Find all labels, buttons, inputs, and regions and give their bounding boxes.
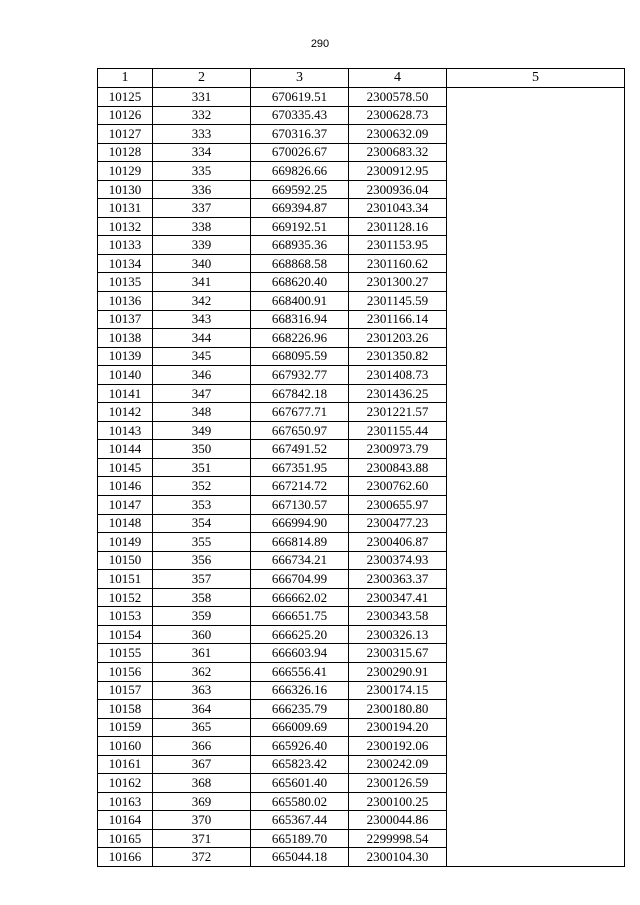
- table-cell: 352: [153, 477, 251, 496]
- table-cell: 668316.94: [251, 310, 349, 329]
- table-cell: 2300936.04: [349, 180, 447, 199]
- table-cell: 2301043.34: [349, 199, 447, 218]
- table-cell: 336: [153, 180, 251, 199]
- table-cell: 364: [153, 700, 251, 719]
- table-cell: 667932.77: [251, 366, 349, 385]
- table-cell: 669394.87: [251, 199, 349, 218]
- column-5-cell: [447, 88, 625, 867]
- table-cell: 10146: [98, 477, 153, 496]
- table-cell: 10148: [98, 514, 153, 533]
- table-cell: 2301203.26: [349, 329, 447, 348]
- table-cell: 345: [153, 347, 251, 366]
- table-cell: 666994.90: [251, 514, 349, 533]
- table-cell: 10125: [98, 88, 153, 107]
- table-cell: 10149: [98, 533, 153, 552]
- table-cell: 10164: [98, 811, 153, 830]
- table-cell: 2300194.20: [349, 718, 447, 737]
- table-cell: 2300843.88: [349, 458, 447, 477]
- table-cell: 10135: [98, 273, 153, 292]
- table-cell: 2300343.58: [349, 607, 447, 626]
- table-cell: 667491.52: [251, 440, 349, 459]
- table-cell: 338: [153, 217, 251, 236]
- table-cell: 2301155.44: [349, 421, 447, 440]
- table-cell: 332: [153, 106, 251, 125]
- table-cell: 2301221.57: [349, 403, 447, 422]
- table-cell: 10163: [98, 792, 153, 811]
- table-cell: 665580.02: [251, 792, 349, 811]
- table-cell: 340: [153, 254, 251, 273]
- table-cell: 358: [153, 588, 251, 607]
- table-cell: 349: [153, 421, 251, 440]
- page-number: 290: [310, 38, 330, 50]
- table-cell: 2301145.59: [349, 292, 447, 311]
- table-cell: 10128: [98, 143, 153, 162]
- table-cell: 2300180.80: [349, 700, 447, 719]
- table-cell: 2300044.86: [349, 811, 447, 830]
- table-cell: 2300326.13: [349, 625, 447, 644]
- table-cell: 348: [153, 403, 251, 422]
- table-cell: 2300477.23: [349, 514, 447, 533]
- table-cell: 2300628.73: [349, 106, 447, 125]
- table-cell: 365: [153, 718, 251, 737]
- table-cell: 669192.51: [251, 217, 349, 236]
- table-cell: 2300406.87: [349, 533, 447, 552]
- table-cell: 355: [153, 533, 251, 552]
- table-cell: 10141: [98, 384, 153, 403]
- table-cell: 667677.71: [251, 403, 349, 422]
- table-cell: 10150: [98, 551, 153, 570]
- table-cell: 2300192.06: [349, 737, 447, 756]
- table-cell: 666326.16: [251, 681, 349, 700]
- table-cell: 667214.72: [251, 477, 349, 496]
- table-cell: 665367.44: [251, 811, 349, 830]
- table-cell: 669826.66: [251, 162, 349, 181]
- table-cell: 337: [153, 199, 251, 218]
- table-cell: 2301153.95: [349, 236, 447, 255]
- table-cell: 668095.59: [251, 347, 349, 366]
- table-cell: 667650.97: [251, 421, 349, 440]
- table-cell: 334: [153, 143, 251, 162]
- table-cell: 666009.69: [251, 718, 349, 737]
- table-cell: 2301128.16: [349, 217, 447, 236]
- table-cell: 2300126.59: [349, 774, 447, 793]
- table-cell: 10162: [98, 774, 153, 793]
- table-cell: 668400.91: [251, 292, 349, 311]
- table-cell: 665823.42: [251, 755, 349, 774]
- column-header: 1: [98, 69, 153, 88]
- table-cell: 665189.70: [251, 829, 349, 848]
- table-cell: 342: [153, 292, 251, 311]
- table-cell: 2300973.79: [349, 440, 447, 459]
- table-cell: 666603.94: [251, 644, 349, 663]
- table-cell: 339: [153, 236, 251, 255]
- table-cell: 666651.75: [251, 607, 349, 626]
- table-cell: 354: [153, 514, 251, 533]
- table-cell: 2300762.60: [349, 477, 447, 496]
- table-cell: 2301350.82: [349, 347, 447, 366]
- table-cell: 346: [153, 366, 251, 385]
- table-cell: 10143: [98, 421, 153, 440]
- table-cell: 667130.57: [251, 496, 349, 515]
- table-cell: 10126: [98, 106, 153, 125]
- table-header-row: [98, 69, 625, 88]
- table-cell: 362: [153, 662, 251, 681]
- table-cell: 356: [153, 551, 251, 570]
- table-cell: 10140: [98, 366, 153, 385]
- table-cell: 2300242.09: [349, 755, 447, 774]
- table-cell: 368: [153, 774, 251, 793]
- table-cell: 10154: [98, 625, 153, 644]
- table-cell: 10166: [98, 848, 153, 867]
- table-cell: 347: [153, 384, 251, 403]
- table-cell: 10139: [98, 347, 153, 366]
- table-body: [98, 88, 625, 867]
- table-cell: 10160: [98, 737, 153, 756]
- table-cell: 10147: [98, 496, 153, 515]
- table-cell: 10159: [98, 718, 153, 737]
- table-cell: 371: [153, 829, 251, 848]
- table-cell: 2300363.37: [349, 570, 447, 589]
- column-header: 2: [153, 69, 251, 88]
- table-cell: 2300104.30: [349, 848, 447, 867]
- table-cell: 669592.25: [251, 180, 349, 199]
- table-cell: 366: [153, 737, 251, 756]
- table-cell: 10134: [98, 254, 153, 273]
- table-cell: 363: [153, 681, 251, 700]
- table-cell: 2300290.91: [349, 662, 447, 681]
- table-cell: 666704.99: [251, 570, 349, 589]
- table-cell: 665601.40: [251, 774, 349, 793]
- column-header: 5: [447, 69, 625, 88]
- table-cell: 2300632.09: [349, 125, 447, 144]
- table-cell: 335: [153, 162, 251, 181]
- table-cell: 668226.96: [251, 329, 349, 348]
- table-cell: 666662.02: [251, 588, 349, 607]
- table-cell: 666814.89: [251, 533, 349, 552]
- table-cell: 360: [153, 625, 251, 644]
- table-cell: 357: [153, 570, 251, 589]
- table-cell: 10130: [98, 180, 153, 199]
- table-cell: 665044.18: [251, 848, 349, 867]
- table-cell: 343: [153, 310, 251, 329]
- table-cell: 10144: [98, 440, 153, 459]
- table-cell: 10157: [98, 681, 153, 700]
- table-cell: 668620.40: [251, 273, 349, 292]
- table-cell: 2300347.41: [349, 588, 447, 607]
- table-cell: 10142: [98, 403, 153, 422]
- table-cell: 666625.20: [251, 625, 349, 644]
- table-cell: 670335.43: [251, 106, 349, 125]
- table-cell: 2300374.93: [349, 551, 447, 570]
- table-cell: 667351.95: [251, 458, 349, 477]
- table-cell: 2300912.95: [349, 162, 447, 181]
- column-header: 4: [349, 69, 447, 88]
- table-cell: 10158: [98, 700, 153, 719]
- table-cell: 10156: [98, 662, 153, 681]
- table-cell: 667842.18: [251, 384, 349, 403]
- table-cell: 10137: [98, 310, 153, 329]
- table-cell: 10151: [98, 570, 153, 589]
- table-cell: 670316.37: [251, 125, 349, 144]
- table-cell: 670026.67: [251, 143, 349, 162]
- table-cell: 666556.41: [251, 662, 349, 681]
- table-cell: 666734.21: [251, 551, 349, 570]
- table-cell: 331: [153, 88, 251, 107]
- table-cell: 333: [153, 125, 251, 144]
- table-cell: 372: [153, 848, 251, 867]
- table-cell: 10136: [98, 292, 153, 311]
- table-cell: 2300174.15: [349, 681, 447, 700]
- table-cell: 2300683.32: [349, 143, 447, 162]
- table-cell: 10152: [98, 588, 153, 607]
- table-cell: 369: [153, 792, 251, 811]
- table-cell: 2300655.97: [349, 496, 447, 515]
- table-cell: 668868.58: [251, 254, 349, 273]
- table-cell: 10133: [98, 236, 153, 255]
- table-cell: 353: [153, 496, 251, 515]
- table-cell: 10145: [98, 458, 153, 477]
- table-cell: 350: [153, 440, 251, 459]
- coordinates-table: [97, 68, 625, 867]
- table-cell: 2301166.14: [349, 310, 447, 329]
- table-cell: 10129: [98, 162, 153, 181]
- table-cell: 2301160.62: [349, 254, 447, 273]
- table-cell: 359: [153, 607, 251, 626]
- table-cell: 10153: [98, 607, 153, 626]
- table-cell: 370: [153, 811, 251, 830]
- table-cell: 670619.51: [251, 88, 349, 107]
- table-cell: 10131: [98, 199, 153, 218]
- table-cell: 2301408.73: [349, 366, 447, 385]
- table-cell: 666235.79: [251, 700, 349, 719]
- table-cell: 10161: [98, 755, 153, 774]
- table-cell: 2301436.25: [349, 384, 447, 403]
- column-header: 3: [251, 69, 349, 88]
- table-cell: 367: [153, 755, 251, 774]
- table-cell: 665926.40: [251, 737, 349, 756]
- table-cell: 10138: [98, 329, 153, 348]
- table-cell: 2300578.50: [349, 88, 447, 107]
- table-cell: 361: [153, 644, 251, 663]
- table-cell: 10155: [98, 644, 153, 663]
- table-cell: 10165: [98, 829, 153, 848]
- table-cell: 344: [153, 329, 251, 348]
- table-cell: 10132: [98, 217, 153, 236]
- table-cell: 2299998.54: [349, 829, 447, 848]
- table-cell: 2301300.27: [349, 273, 447, 292]
- table-cell: 668935.36: [251, 236, 349, 255]
- table-cell: 10127: [98, 125, 153, 144]
- table-cell: 2300100.25: [349, 792, 447, 811]
- table-row: [98, 88, 625, 107]
- table-cell: 341: [153, 273, 251, 292]
- table-cell: 2300315.67: [349, 644, 447, 663]
- table-cell: 351: [153, 458, 251, 477]
